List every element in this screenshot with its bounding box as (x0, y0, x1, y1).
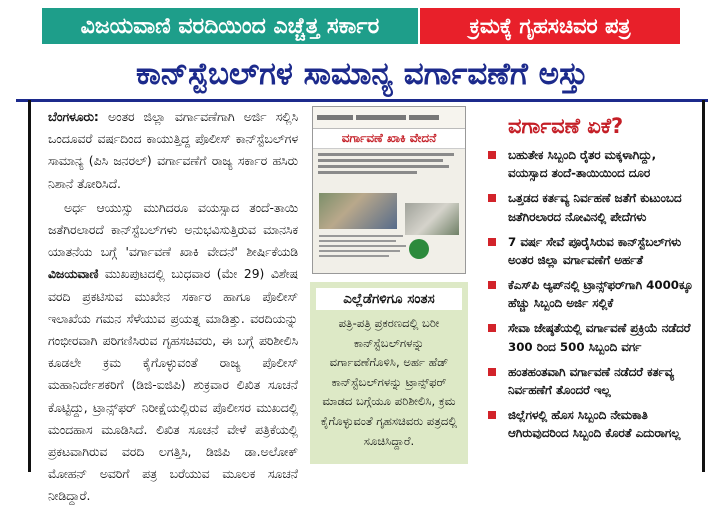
square-bullet-icon (488, 324, 496, 332)
info-box-title: ಎಲ್ಲೆಡೆಗಳಿಗೂ ಸಂತಸ (316, 288, 462, 310)
article-body (48, 106, 298, 504)
square-bullet-icon (488, 238, 496, 246)
article-paragraph-1 (48, 106, 298, 195)
banner-left: ವಿಜಯವಾಣಿ ವರದಿಯಿಂದ ಎಚ್ಚೆತ್ತ ಸರ್ಕಾರ (42, 8, 418, 44)
square-bullet-icon (488, 368, 496, 376)
clipping-text-lines (313, 149, 465, 181)
left-rule (28, 100, 31, 472)
article-paragraph-2 (48, 197, 298, 508)
clipping-masthead (313, 107, 465, 129)
sidebar-item: ಸೇವಾ ಜೇಷ್ಠತೆಯಲ್ಲಿ ವರ್ಗಾವಣೆ ಪ್ರಕ್ರಿಯೆ ನಡೆದರೆ 300 ರಿಂದ 500 ಸಿಬ್ಬಂದಿ ವರ್ಗ (486, 319, 696, 356)
headline-rule (16, 99, 708, 102)
clipping-photo (319, 193, 397, 229)
square-bullet-icon (488, 194, 496, 202)
sidebar-item: ಹಂತಹಂತವಾಗಿ ವರ್ಗಾವಣೆ ನಡೆದರೆ ಕರ್ತವ್ಯ ನಿರ್ವಹಣೆಗೆ ತೊಂದರೆ ಇಲ್ಲ (486, 363, 696, 400)
newspaper-clipping (312, 106, 466, 274)
square-bullet-icon (488, 151, 496, 159)
banner-right: ಕ್ರಮಕ್ಕೆ ಗೃಹಸಚಿವರ ಪತ್ರ (420, 8, 680, 44)
square-bullet-icon (488, 281, 496, 289)
clipping-columns (319, 235, 459, 260)
clipping-title: ವರ್ಗಾವಣೆ ಖಾಕಿ ವೇದನೆ (313, 129, 465, 149)
headline: ಕಾನ್‌ಸ್ಟೆಬಲ್‌ಗಳ ಸಾಮಾನ್ಯ ವರ್ಗಾವಣೆಗೆ ಅಸ್ತು (135, 56, 589, 92)
sidebar-item: ಬಹುತೇಕ ಸಿಬ್ಬಂದಿ ರೈತರ ಮಕ್ಕಳಾಗಿದ್ದು, ವಯಸ್ಸಾದ ತಂದೆ-ತಾಯಿಯಿಂದ ದೂರ (486, 146, 696, 183)
paragraph-2-text-a: ಅರ್ಧ ಆಯುಸ್ಸು ಮುಗಿದರೂ ವಯಸ್ಸಾದ ತಂದೆ-ತಾಯಿ ಜತೆಗಿರಲಾರದೆ ಕಾನ್‌ಸ್ಟೆಬಲ್‌ಗಳು ಅನುಭವಿಸುತ್ತಿರುವ ಮಾನಸಿಕ ಯಾತನೆಯ ಬಗ್ಗೆ 'ವರ್ಗಾವಣೆ ಖಾಕಿ ವೇದನೆ' ಶೀರ್ಷಿಕೆಯಡಿ (48, 200, 298, 260)
paragraph-1-text: ಅಂತರ ಜಿಲ್ಲಾ ವರ್ಗಾವಣೆಗಾಗಿ ಅರ್ಜಿ ಸಲ್ಲಿಸಿ ಒಂದೂವರೆ ವರ್ಷದಿಂದ ಕಾಯುತ್ತಿದ್ದ ಪೊಲೀಸ್ ಕಾನ್‌ಸ್ಟೆಬಲ್‌ಗಳ ಸಾಮಾನ್ಯ (ಪಿಸಿ ಜನರಲ್) ವರ್ಗಾವಣೆಗೆ ರಾಜ್ಯ ಸರ್ಕಾರ ಹಸಿರು ನಿಶಾನೆ ತೋರಿಸಿದೆ. (48, 110, 298, 191)
sidebar-list (486, 146, 696, 449)
sidebar-title: ವರ್ಗಾವಣೆ ಏಕೆ? (508, 114, 624, 138)
right-rule (702, 100, 705, 472)
paragraph-2-text-b: ಮುಖಪುಟದಲ್ಲಿ ಬುಧವಾರ (ಮೇ 29) ವಿಶೇಷ ವರದಿ ಪ್ರಕಟಿಸುವ ಮುಖೇನ ಸರ್ಕಾರ ಹಾಗೂ ಪೊಲೀಸ್ ಇಲಾಖೆಯ ಗಮನ ಸೆಳೆಯುವ ಪ್ರಯತ್ನ ಮಾಡಿತ್ತು. ವರದಿಯನ್ನು ಗಂಭೀರವಾಗಿ ಪರಿಗಣಿಸಿರುವ ಗೃಹಸಚಿವರು, ಈ ಬಗ್ಗೆ ಪರಿಶೀಲಿಸಿ ಕೂಡಲೇ ಕ್ರಮ ಕೈಗೊಳ್ಳುವಂತೆ ರಾಜ್ಯ ಪೊಲೀಸ್ ಮಹಾನಿರ್ದೇಶಕರಿಗೆ (ಡಿಜಿ-ಐಜಿಪಿ) ಶುಕ್ರವಾರ ಲಿಖಿತ ಸೂಚನೆ ಕೊಟ್ಟಿದ್ದು, ಟ್ರಾನ್ಸ್‌ಫರ್ ನಿರೀಕ್ಷೆಯಲ್ಲಿರುವ ಪೊಲೀಸರ ಮುಖದಲ್ಲಿ ಮಂದಹಾಸ ಮೂಡಿಸಿದೆ. ಲಿಖಿತ ಸೂಚನೆ ವೇಳೆ ಪತ್ರಿಕೆಯಲ್ಲಿ ಪ್ರಕಟವಾಗಿರುವ ವರದಿ ಲಗತ್ತಿಸಿ, ಡಿಜಿಪಿ ಡಾ.ಅಲೋಕ್ ಮೋಹನ್ ಅವರಿಗೆ ಪತ್ರ ಬರೆಯುವ ಮೂಲಕ ಸೂಚನೆ ನೀಡಿದ್ದಾರೆ. (48, 267, 298, 504)
clipping-photo-secondary (405, 203, 459, 235)
square-bullet-icon (488, 411, 496, 419)
info-box (310, 282, 468, 464)
info-box-text: ಪತ್ರಿ-ಪತ್ರಿ ಪ್ರಕರಣದಲ್ಲಿ ಬರೀ ಕಾನ್‌ಸ್ಟೆಬಲ್‌ಗಳನ್ನು ವರ್ಗಾವಣೆಗೊಳಿಸಿ, ಅರ್ಹ ಹೆಡ್ ಕಾನ್‌ಸ್ಟೆಬಲ್‌ಗಳನ್ನು ಟ್ರಾನ್ಸ್‌ಫರ್ ಮಾಡದ ಬಗ್ಗೆಯೂ ಪರಿಶೀಲಿಸಿ, ಕ್ರಮ ಕೈಗೊಳ್ಳುವಂತೆ ಗೃಹಸಚಿವರು ಪತ್ರದಲ್ಲಿ ಸೂಚಿಸಿದ್ದಾರೆ. (320, 316, 458, 448)
sidebar-item: ಒತ್ತಡದ ಕರ್ತವ್ಯ ನಿರ್ವಹಣೆ ಜತೆಗೆ ಕುಟುಂಬದ ಜತೆಗಿರಲಾರದ ನೋವಿನಲ್ಲಿ ಪೇದೆಗಳು (486, 189, 696, 226)
sidebar-item: 7 ವರ್ಷ ಸೇವೆ ಪೂರೈಸಿರುವ ಕಾನ್‌ಸ್ಟೆಬಲ್‌ಗಳು ಅಂತರ ಜಿಲ್ಲಾ ವರ್ಗಾವಣೆಗೆ ಅರ್ಹತೆ (486, 233, 696, 270)
dateline: ಬೆಂಗಳೂರು: (48, 110, 99, 124)
sidebar-item: ಜಿಲ್ಲೆಗಳಲ್ಲಿ ಹೊಸ ಸಿಬ್ಬಂದಿ ನೇಮಕಾತಿ ಆಗಿರುವುದರಿಂದ ಸಿಬ್ಬಂದಿ ಕೊರತೆ ಎದುರಾಗಲ್ಲ (486, 406, 696, 443)
sidebar-item: ಕೆಎಸ್‌ಪಿ ಆ್ಯಪ್‌ನಲ್ಲಿ ಟ್ರಾನ್ಸ್‌ಫರ್‌ಗಾಗಿ 4000ಕ್ಕೂ ಹೆಚ್ಚು ಸಿಬ್ಬಂದಿ ಅರ್ಜಿ ಸಲ್ಲಿಕೆ (486, 276, 696, 313)
clipping-badge-icon (409, 239, 429, 259)
brand-name: ವಿಜಯವಾಣಿ (48, 267, 99, 282)
